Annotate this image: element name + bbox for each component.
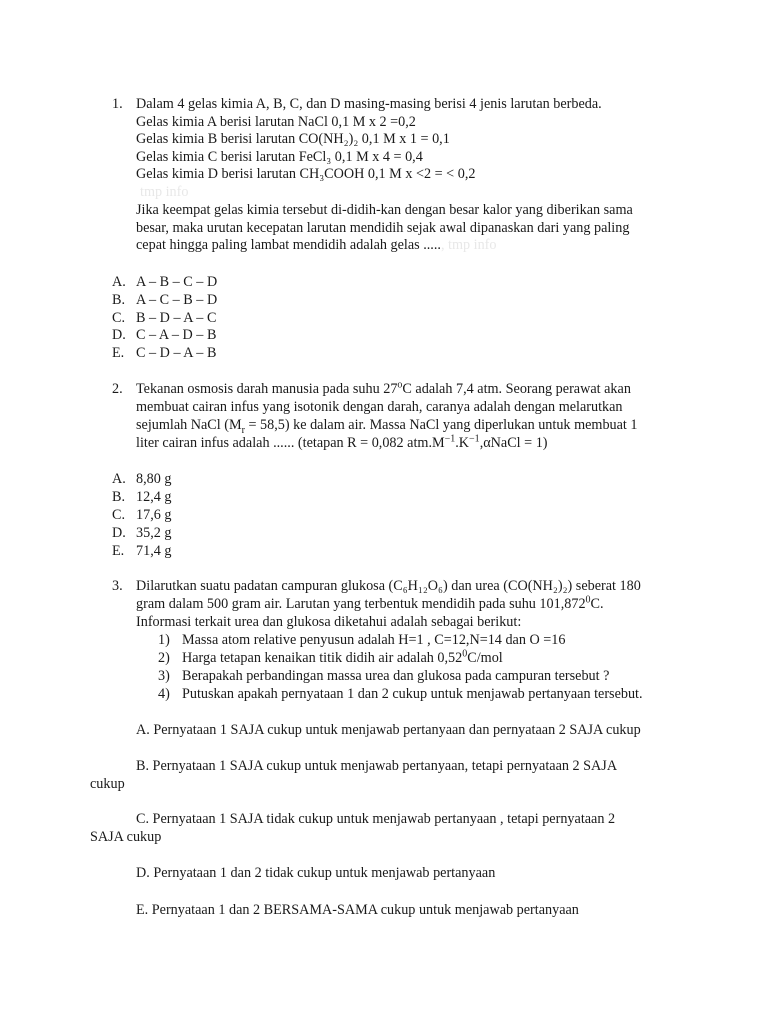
info-item-text: Putuskan apakah pernyataan 1 dan 2 cukup untuk menjawab pertanyaan tersebut.: [182, 686, 643, 702]
info-item-number: 1): [158, 632, 170, 648]
degree-sup: 0: [462, 648, 468, 660]
option-text: C – D – A – B: [136, 345, 217, 362]
option-letter: E.: [112, 345, 125, 362]
option-text: 35,2 g: [136, 525, 172, 541]
q2-line-3-b: = 58,5) ke dalam air. Massa NaCl yang diperlukan untuk membuat 1: [244, 417, 638, 433]
mr-sub: r: [241, 424, 245, 436]
q2-line-1-a: Tekanan osmosis darah manusia pada suhu 27: [136, 381, 398, 397]
question-3-number: 3.: [112, 578, 123, 594]
q3-line-2-b: C.: [590, 596, 604, 612]
question-1-number: 1.: [112, 96, 123, 112]
exponent-sup-1: −1: [444, 433, 456, 445]
option-text: 12,4 g: [136, 489, 172, 505]
info-item-number: 3): [158, 668, 170, 684]
q1-faint-text-2: , tmp info: [440, 237, 497, 253]
option-letter: E.: [112, 543, 125, 559]
q1-option-d[interactable]: [112, 326, 216, 344]
q3-statement-b-line-2[interactable]: cukup: [90, 776, 125, 792]
q3-info-item-1: [158, 631, 565, 649]
q2-option-a[interactable]: [112, 470, 171, 488]
info-item-number: 4): [158, 686, 170, 702]
option-text: 8,80 g: [136, 471, 172, 487]
q1-line-1: Dalam 4 gelas kimia A, B, C, dan D masing-masing berisi 4 jenis larutan berbeda.: [136, 96, 602, 112]
q2-line-4-c: ,αNaCl = 1): [479, 435, 548, 451]
option-text: 71,4 g: [136, 543, 172, 559]
q2-line-3: [136, 416, 638, 434]
q2-line-3-a: sejumlah NaCl (M: [136, 417, 242, 433]
q2-option-e[interactable]: [112, 542, 171, 560]
option-text: A – B – C – D: [136, 274, 218, 290]
q1-paragraph-3-text: cepat hingga paling lambat mendidih adalah gelas .....: [136, 237, 441, 253]
q3-statement-c-line-1[interactable]: C. Pernyataan 1 SAJA tidak cukup untuk menjawab pertanyaan , tetapi pernyataan 2: [136, 811, 616, 827]
q1-paragraph-1: Jika keempat gelas kimia tersebut di-didih-kan dengan besar kalor yang diberikan sama: [136, 202, 633, 218]
q3-statement-a[interactable]: A. Pernyataan 1 SAJA cukup untuk menjawab pertanyaan dan pernyataan 2 SAJA cukup: [136, 722, 641, 738]
q2-line-2: membuat cairan infus yang isotonik dengan darah, caranya adalah dengan melarutkan: [136, 399, 623, 415]
q2-option-d[interactable]: [112, 524, 171, 542]
q1-faint-text-1: tmp info: [140, 183, 189, 200]
q2-option-b[interactable]: [112, 488, 171, 506]
q3-info-item-4: [158, 685, 643, 703]
degree-sup: 0: [585, 594, 591, 606]
info-item-text: Massa atom relative penyusun adalah H=1 , C=12,N=14 dan O =16: [182, 632, 566, 648]
q2-line-1: [136, 380, 631, 398]
option-letter: A.: [112, 274, 126, 290]
question-2-number: 2.: [112, 381, 123, 397]
q1-line-4: Gelas kimia C berisi larutan FeCl₃ 0,1 M x 4 = 0,4: [136, 148, 423, 165]
q1-option-c[interactable]: [112, 309, 216, 327]
q3-statement-e[interactable]: E. Pernyataan 1 dan 2 BERSAMA-SAMA cukup untuk menjawab pertanyaan: [136, 902, 579, 918]
q3-line-3: Informasi terkait urea dan glukosa diketahui adalah sebagai berikut:: [136, 614, 522, 630]
option-letter: D.: [112, 525, 126, 541]
option-text: A – C – B – D: [136, 291, 218, 308]
option-letter: D.: [112, 327, 126, 344]
q3-line-1: Dilarutkan suatu padatan campuran glukosa (C₆H₁₂O₆) dan urea (CO(NH₂)₂) seberat 180: [136, 578, 641, 594]
q1-line-3: Gelas kimia B berisi larutan CO(NH₂)₂ 0,1 M x 1 = 0,1: [136, 131, 450, 147]
info-item-tail: C/mol: [467, 650, 503, 666]
degree-sup: o: [397, 379, 403, 391]
info-item-text: Berapakah perbandingan massa urea dan glukosa pada campuran tersebut ?: [182, 668, 610, 684]
q3-info-item-2: [158, 649, 503, 667]
q2-option-c[interactable]: [112, 506, 171, 524]
q2-line-4: [136, 434, 548, 452]
q1-paragraph-3: [136, 236, 497, 254]
q1-line-2: Gelas kimia A berisi larutan NaCl 0,1 M x 2 =0,2: [136, 113, 416, 130]
option-letter: A.: [112, 471, 126, 487]
q3-line-2-a: gram dalam 500 gram air. Larutan yang terbentuk mendidih pada suhu 101,872: [136, 596, 586, 612]
option-letter: B.: [112, 489, 126, 505]
q1-line-5: Gelas kimia D berisi larutan CH₃COOH 0,1 M x <2 = < 0,2: [136, 166, 476, 182]
q1-option-e[interactable]: [112, 344, 216, 362]
q1-option-a[interactable]: [112, 273, 217, 291]
option-letter: C.: [112, 309, 126, 326]
q3-info-item-3: [158, 667, 609, 685]
option-letter: B.: [112, 291, 126, 308]
q2-line-4-b: .K: [455, 435, 470, 451]
q1-paragraph-2: besar, maka urutan kecepatan larutan mendidih sejak awal dipanaskan dari yang paling: [136, 219, 630, 236]
option-text: C – A – D – B: [136, 327, 217, 344]
q3-statement-b-line-1[interactable]: B. Pernyataan 1 SAJA cukup untuk menjawab pertanyaan, tetapi pernyataan 2 SAJA: [136, 758, 618, 774]
option-text: 17,6 g: [136, 507, 172, 523]
q2-line-4-a: liter cairan infus adalah ...... (tetapan R = 0,082 atm.M: [136, 435, 445, 451]
q3-statement-d[interactable]: D. Pernyataan 1 dan 2 tidak cukup untuk menjawab pertanyaan: [136, 865, 496, 881]
info-item-number: 2): [158, 650, 170, 666]
q1-option-b[interactable]: [112, 291, 217, 309]
option-text: B – D – A – C: [136, 309, 217, 326]
q3-statement-c-line-2[interactable]: SAJA cukup: [90, 829, 162, 845]
q3-line-2: [136, 595, 604, 613]
exponent-sup-2: −1: [469, 433, 480, 445]
info-item-text: Harga tetapan kenaikan titik didih air adalah 0,52: [182, 650, 463, 666]
q2-line-1-b: C adalah 7,4 atm. Seorang perawat akan: [402, 381, 631, 397]
option-letter: C.: [112, 507, 126, 523]
